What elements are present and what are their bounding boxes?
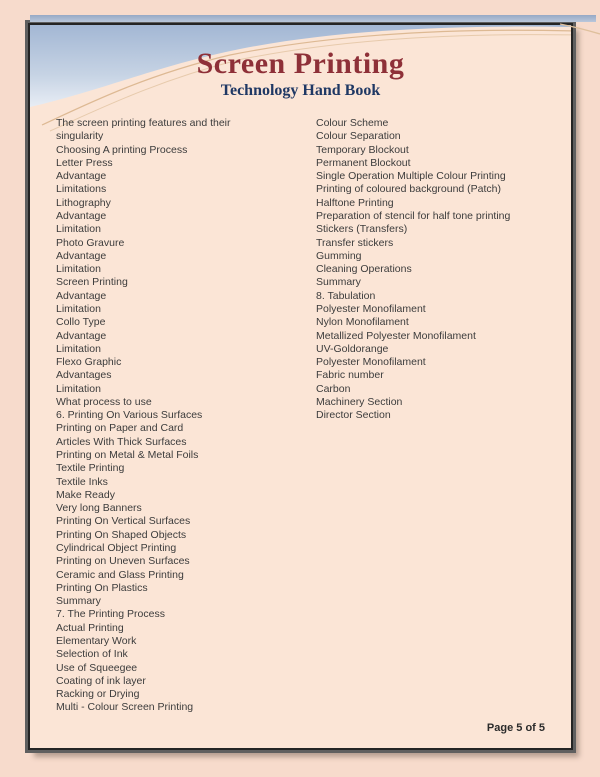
toc-item: Advantage — [56, 289, 107, 302]
toc-item: Transfer stickers — [316, 236, 394, 249]
toc-item: 8. Tabulation — [316, 289, 376, 302]
toc-item: 7. The Printing Process — [56, 608, 165, 621]
toc-item: Limitations — [56, 183, 107, 196]
toc-item: Single Operation Multiple Colour Printing — [316, 170, 506, 183]
toc-item: Articles With Thick Surfaces — [56, 435, 187, 448]
toc-item: Coating of ink layer — [56, 674, 146, 687]
toc-item: Polyester Monofilament — [316, 356, 426, 369]
toc-item: Polyester Monofilament — [316, 302, 426, 315]
toc-item: Screen Printing — [56, 276, 128, 289]
toc-item: Printing On Vertical Surfaces — [56, 515, 191, 528]
toc-item: Advantage — [56, 170, 107, 183]
toc-item: Flexo Graphic — [56, 356, 122, 369]
toc-item: Limitation — [56, 263, 101, 276]
toc-item: Advantage — [56, 329, 107, 342]
toc-item: Summary — [56, 595, 101, 608]
toc-item: 6. Printing On Various Surfaces — [56, 409, 203, 422]
toc-item: Textile Inks — [56, 475, 108, 488]
toc-item: Printing on Metal & Metal Foils — [56, 449, 199, 462]
toc-item: Colour Scheme — [316, 117, 389, 129]
toc-item: Actual Printing — [56, 621, 124, 634]
document-page — [28, 23, 573, 750]
toc-item: Cylindrical Object Printing — [56, 542, 177, 554]
toc-item: Textile Printing — [56, 462, 125, 475]
toc-item: Nylon Monofilament — [316, 316, 409, 329]
toc-item: Make Ready — [56, 488, 115, 501]
page-subtitle: Technology Hand Book — [220, 82, 381, 99]
toc-item: Racking or Drying — [56, 688, 140, 701]
toc-item: Photo Gravure — [56, 236, 125, 249]
toc-item: Temporary Blockout — [316, 143, 409, 156]
top-blue-strip-decoration — [30, 15, 596, 22]
toc-item: Summary — [316, 276, 361, 289]
toc-item: Machinery Section — [316, 395, 403, 408]
toc-left-column — [56, 117, 231, 715]
toc-item: singularity — [56, 130, 104, 143]
toc-item: Preparation of stencil for half tone printing — [316, 209, 511, 222]
toc-item: Fabric number — [316, 369, 384, 382]
toc-item: UV-Goldorange — [316, 342, 389, 355]
toc-item: What process to use — [56, 395, 152, 408]
toc-item: The screen printing features and their — [56, 117, 231, 129]
toc-item: Stickers (Transfers) — [316, 223, 408, 236]
toc-item: Printing of coloured background (Patch) — [316, 183, 502, 196]
toc-item: Carbon — [316, 382, 351, 395]
toc-item: Use of Squeegee — [56, 661, 138, 674]
toc-item: Colour Separation — [316, 130, 401, 143]
toc-item: Advantage — [56, 249, 107, 262]
toc-item: Cleaning Operations — [316, 263, 412, 276]
toc-right-column — [316, 117, 510, 422]
toc-item: Permanent Blockout — [316, 156, 411, 169]
toc-item: Printing on Paper and Card — [56, 422, 184, 435]
toc-item: Advantages — [56, 369, 112, 382]
toc-item: Lithography — [56, 196, 111, 209]
toc-item: Multi - Colour Screen Printing — [56, 701, 194, 714]
toc-item: Selection of Ink — [56, 648, 128, 661]
toc-item: Limitation — [56, 302, 101, 315]
toc-item: Printing On Shaped Objects — [56, 528, 187, 541]
toc-item: Limitation — [56, 223, 101, 236]
toc-item: Choosing A printing Process — [56, 143, 188, 156]
toc-item: Advantage — [56, 209, 107, 222]
toc-item: Printing On Plastics — [56, 581, 148, 594]
toc-item: Printing on Uneven Surfaces — [56, 555, 190, 568]
toc-item: Ceramic and Glass Printing — [56, 568, 184, 581]
page-title: Screen Printing — [196, 47, 405, 80]
toc-item: Very long Banners — [56, 502, 142, 515]
toc-item: Elementary Work — [56, 634, 137, 647]
toc-item: Halftone Printing — [316, 196, 394, 209]
page-number-footer: Page 5 of 5 — [486, 722, 545, 734]
toc-item: Collo Type — [56, 316, 106, 329]
toc-item: Gumming — [316, 249, 362, 262]
toc-item: Letter Press — [56, 156, 113, 169]
toc-item: Metallized Polyester Monofilament — [316, 329, 476, 342]
toc-item: Limitation — [56, 342, 101, 355]
toc-item: Limitation — [56, 382, 101, 395]
toc-item: Director Section — [316, 409, 391, 422]
